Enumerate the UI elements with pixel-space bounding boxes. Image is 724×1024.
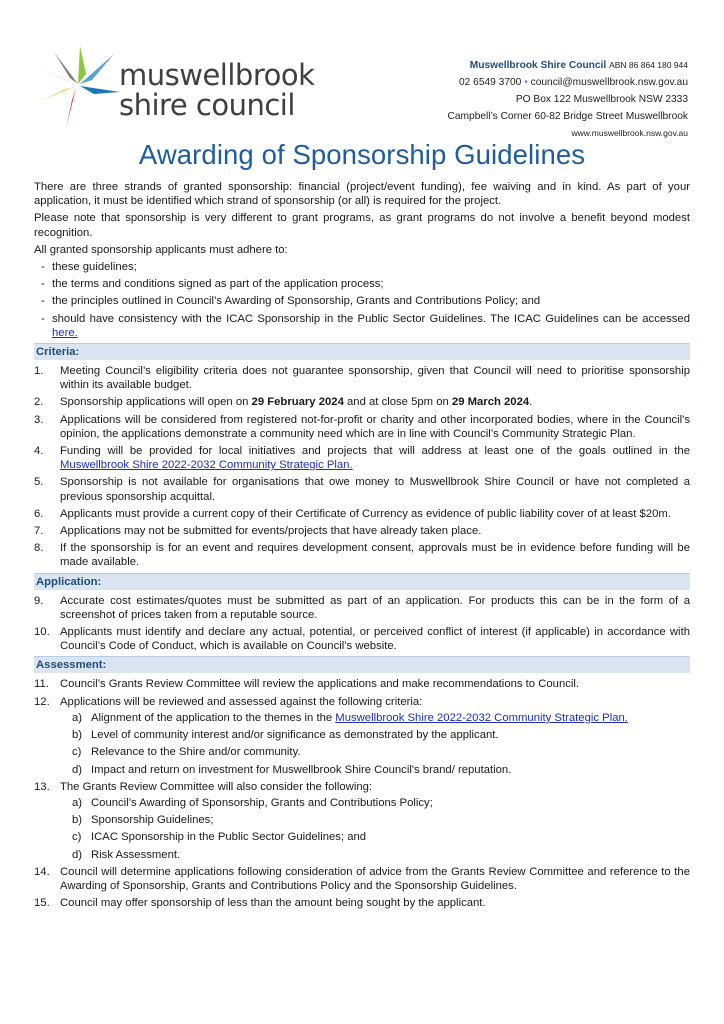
sub-list-item: a) Council’s Awarding of Sponsorship, Grants and Contributions Policy; [72,796,433,809]
sub-list-item: c) ICAC Sponsorship in the Public Sector Guidelines; and [72,831,367,844]
council-logo-icon [36,44,122,130]
assessment-list [34,677,690,910]
list-item: 1. Meeting Council’s eligibility criteria does not guarantee sponsorship, given that Council will need to prioritise sponsorship within its available budget. [34,365,690,392]
criteria-list [34,364,690,570]
assessment-criteria-sublist [60,711,690,777]
adherence-list [34,260,690,340]
sub-list-item: d) Risk Assessment. [72,848,181,861]
org-name: Muswellbrook Shire Council [469,60,607,71]
sub-list-item: d) Impact and return on investment for Muswellbrook Shire Council's brand/ reputation. [72,763,512,776]
sub-list-item: a) Alignment of the application to the themes in the Muswellbrook Shire 2022-2032 Community Strategic Plan. [72,711,628,724]
list-item: 15. Council may offer sponsorship of less than the amount being sought by the applicant. [34,897,486,910]
list-item: 10. Applicants must identify and declare any actual, potential, or perceived conflict of interest (if applicable) in accordance with Council’s Code of Conduct, which is available on Council’s website. [34,626,690,653]
list-item: 4. Funding will be provided for local initiatives and projects that will address at least one of the goals outlined in the Muswellbrook Shire 2022-2032 Community Strategic Plan. [34,445,690,472]
website[interactable]: www.muswellbrook.nsw.gov.au [571,128,688,138]
list-item: - these guidelines; [41,261,137,274]
sub-list-item: b) Sponsorship Guidelines; [72,814,214,827]
intro-paragraph-2: Please note that sponsorship is very different to grant programs, as grant programs do not involve a benefit beyond modest recognition. [34,212,690,239]
committee-considerations-sublist [60,796,690,862]
list-item: 14. Council will determine applications following consideration of advice from the Grants Review Committee and reference to the Awarding of Sponsorship, Grants and Contributions Policy and the Sponsorship Guidelines. [34,865,690,892]
wordmark-line1: muswellbrook [119,58,315,92]
contact-block [448,57,688,142]
email[interactable]: council@muswellbrook.nsw.gov.au [530,77,688,88]
open-date: 29 February 2024 [251,396,344,409]
section-heading-assessment: Assessment: [34,656,690,673]
strategic-plan-link[interactable]: Muswellbrook Shire 2022-2032 Community Strategic Plan. [60,459,353,472]
intro-paragraph-3: All granted sponsorship applicants must adhere to: [34,243,288,256]
list-item: - the principles outlined in Council’s Awarding of Sponsorship, Grants and Contributions Policy; and [41,295,541,308]
list-item: - the terms and conditions signed as part of the application process; [41,278,384,291]
separator-dot: • [524,77,528,88]
po-box: PO Box 122 Muswellbrook NSW 2333 [515,94,688,105]
section-heading-application: Application: [34,573,690,590]
list-item: 7. Applications may not be submitted for events/projects that have already taken place. [34,525,482,538]
street-address: Campbell’s Corner 60-82 Bridge Street Muswellbrook [447,111,688,122]
wordmark-line2: shire council [119,88,295,122]
list-item: 5. Sponsorship is not available for organisations that owe money to Muswellbrook Shire Council or have not completed a previous sponsorship acquittal. [34,476,690,503]
document-body [34,180,690,913]
list-item: 9. Accurate cost estimates/quotes must be submitted as part of an application. For products this can be in the form of a screenshot of prices taken from a reputable source. [34,594,690,621]
application-list [34,594,690,654]
icac-guidelines-link[interactable]: here. [52,326,78,339]
page-title: Awarding of Sponsorship Guidelines [138,139,586,170]
abn: ABN 86 864 180 944 [609,60,688,70]
council-wordmark [119,60,314,120]
list-item: 8. If the sponsorship is for an event and requires development consent, approvals must be in evidence before funding will be made available. [34,542,690,569]
phone: 02 6549 3700 [459,77,522,88]
list-item: 12. Applications will be reviewed and assessed against the following criteria: a) Alignment of the application to the themes in the Muswellbrook Shire 2022-2032 Community Strategic Plan. b) Level of community interest and/or significance as demonstrated by the applicant. c) Relevance to the Shire and/or community. d) Impact and return on investment for Muswellbrook Shire Council's brand/ reputation. [34,695,690,777]
list-item: 6. Applicants must provide a current copy of their Certificate of Currency as evidence of public liability cover of at least $20m. [34,507,671,520]
list-item: - should have consistency with the ICAC Sponsorship in the Public Sector Guidelines. The ICAC Guidelines can be accessed here. [41,312,690,339]
intro-paragraph-1: There are three strands of granted sponsorship: financial (project/event funding), fee waiving and in kind. As part of your application, it must be identified which strand of sponsorship (or all) is required for the project. [34,181,690,208]
list-item: 13. The Grants Review Committee will also consider the following: a) Council’s Awarding of Sponsorship, Grants and Contributions Policy; b) Sponsorship Guidelines; c) ICAC Sponsorship in the Public Sector Guidelines; and d) Risk Assessment. [34,780,690,862]
sub-list-item: c) Relevance to the Shire and/or community. [72,746,301,759]
list-item: 2. Sponsorship applications will open on 29 February 2024 and at close 5pm on 29 March 2024. [34,396,533,409]
section-heading-criteria: Criteria: [34,343,690,360]
sub-list-item: b) Level of community interest and/or significance as demonstrated by the applicant. [72,729,499,742]
list-item: 11. Council’s Grants Review Committee will review the applications and make recommendations to Council. [34,678,580,691]
list-item: 3. Applications will be considered from registered not-for-profit or charity and other incorporated bodies, where in the Council's opinion, the applications demonstrate a community need which are in line with Council’s Community Strategic Plan. [34,413,690,440]
close-date: 29 March 2024 [451,396,530,409]
strategic-plan-link[interactable]: Muswellbrook Shire 2022-2032 Community Strategic Plan. [335,711,628,724]
